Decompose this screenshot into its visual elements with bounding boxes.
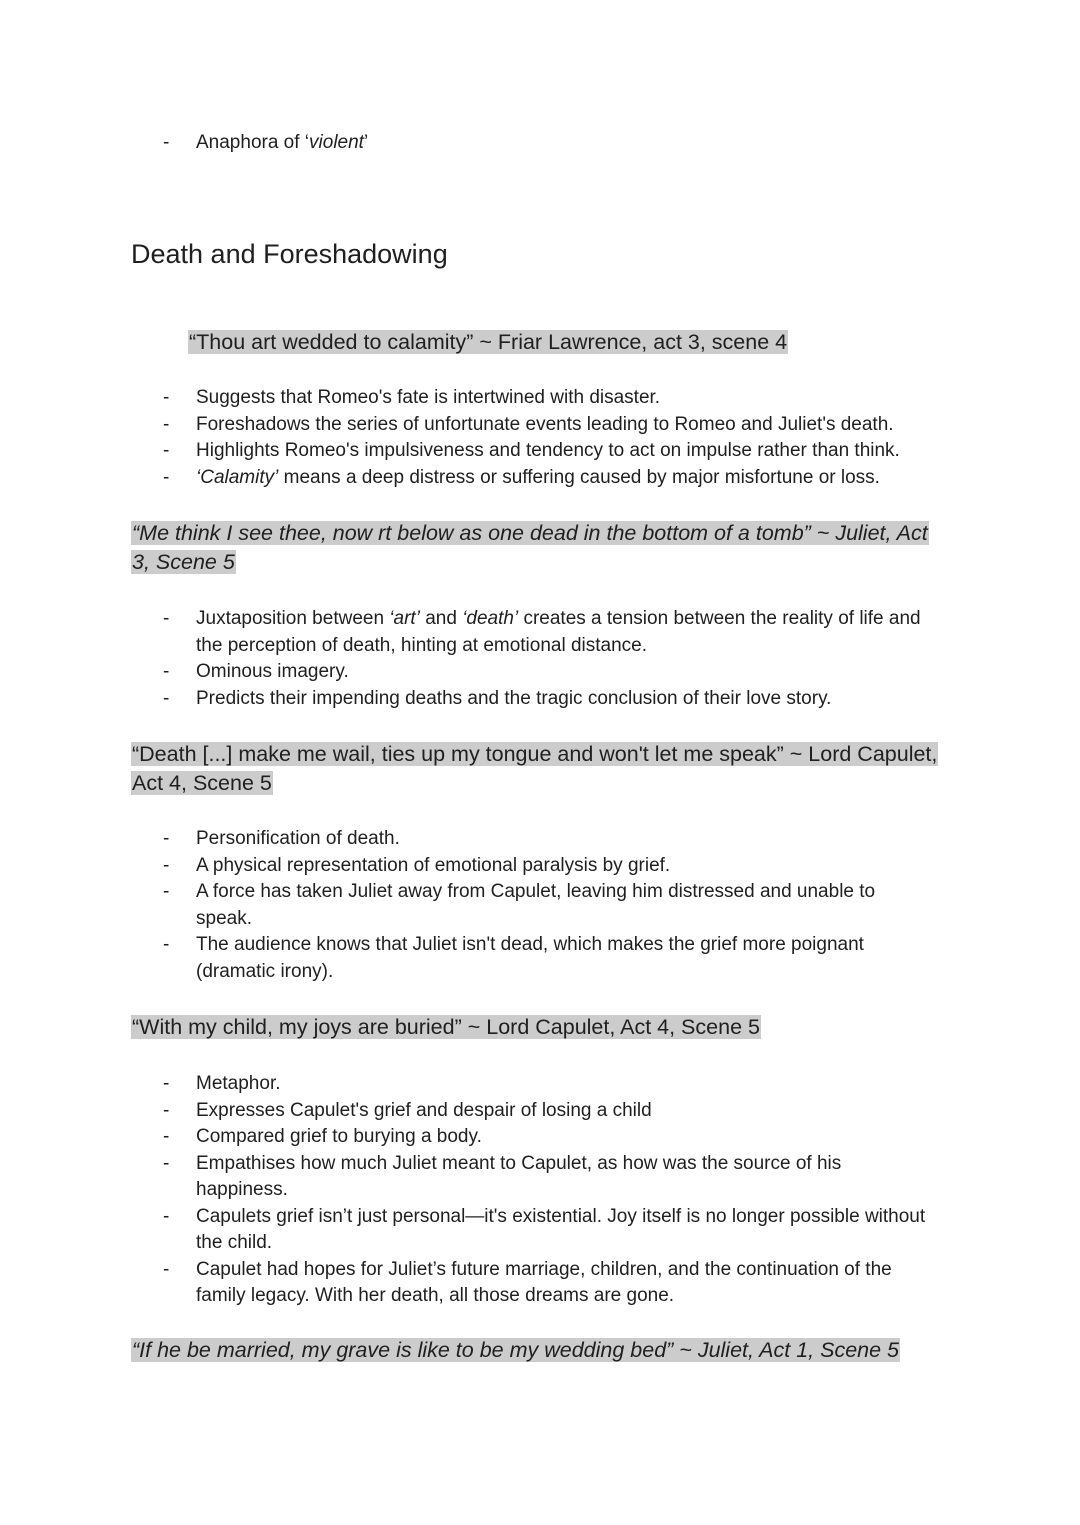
dash-bullet-icon: - (163, 132, 170, 153)
text-run: Compared grief to burying a body. (196, 1126, 482, 1147)
bullet-item (163, 130, 956, 157)
text-run: “Death [...] make me wail, ties up my tongue and won't let me speak” ~ Lord Capulet, Act 4, Scene 5 (132, 742, 938, 795)
bullet-item (163, 879, 926, 932)
dash-bullet-icon: - (163, 413, 170, 435)
text-run: Capulet had hopes for Juliet’s future marriage, children, and the continuation of the family legacy. With her death, all those dreams are gone. (196, 1258, 892, 1306)
dash-bullet-icon: - (163, 854, 170, 876)
italic-text: ‘Calamity’ (196, 466, 279, 488)
dash-bullet-icon: - (163, 1073, 170, 1094)
dash-bullet-icon: - (163, 1099, 170, 1121)
dash-bullet-icon: - (163, 466, 170, 488)
quote-calamity (188, 328, 988, 357)
text-run: Juxtaposition between (196, 608, 390, 629)
italic-text: ‘art’ (389, 608, 420, 629)
italic-text: ‘death’ (462, 608, 519, 629)
text-run: Anaphora of ‘ (196, 132, 310, 153)
quote-wedding-bed (131, 1336, 951, 1365)
bullet-item (163, 438, 956, 465)
dash-bullet-icon: - (163, 1126, 170, 1147)
text-run: Metaphor. (196, 1073, 281, 1094)
bullet-item (163, 686, 936, 713)
bullet-item (163, 932, 926, 985)
bullet-item (163, 659, 936, 686)
dash-bullet-icon: - (163, 1152, 170, 1174)
text-run: Expresses Capulet's grief and despair of losing a child (196, 1099, 652, 1121)
text-run: The audience knows that Juliet isn't dead, which makes the grief more poignant (dramatic irony). (196, 934, 864, 982)
text-run: Suggests that Romeo's fate is intertwined with disaster. (196, 387, 661, 408)
bullet-item (163, 1124, 936, 1151)
text-run: Foreshadows the series of unfortunate events leading to Romeo and Juliet's death. (196, 413, 894, 435)
bullet-item (163, 1071, 936, 1098)
dash-bullet-icon: - (163, 440, 170, 461)
dash-bullet-icon: - (163, 1205, 170, 1227)
text-run: A force has taken Juliet away from Capulet, leaving him distressed and unable to speak. (196, 881, 876, 929)
text-run: creates a tension between the reality of life and the perception of death, hinting at emotional distance. (196, 608, 921, 656)
text-run: Ominous imagery. (196, 661, 349, 682)
dash-bullet-icon: - (163, 387, 170, 408)
dash-bullet-icon: - (163, 661, 170, 682)
text-run: A physical representation of emotional paralysis by grief. (196, 854, 671, 876)
text-run: Personification of death. (196, 828, 400, 849)
bullet-item (163, 385, 956, 412)
text-run: ’ (363, 132, 369, 153)
text-run: Capulets grief isn’t just personal—it's existential. Joy itself is no longer possible without the child. (196, 1205, 926, 1253)
quote-highlight (188, 330, 788, 354)
text-run: “Thou art wedded to calamity” ~ Friar Lawrence, act 3, scene 4 (189, 330, 788, 354)
quote-highlight (131, 1338, 900, 1362)
italic-text: violent (309, 132, 364, 153)
italic-text: “Me think I see thee, now rt below as one dead in the bottom of a tomb” ~ Juliet, Act 3, Scene 5 (132, 521, 928, 574)
text-run: Highlights Romeo's impulsiveness and tendency to act on impulse rather than think. (196, 440, 900, 461)
text-run: “With my child, my joys are buried” ~ Lord Capulet, Act 4, Scene 5 (132, 1015, 760, 1039)
bullet-item (163, 606, 936, 659)
text-run: and (419, 608, 463, 629)
dash-bullet-icon: - (163, 687, 170, 709)
bullet-item (163, 412, 956, 439)
quote-buried (131, 1013, 951, 1042)
bullet-item (163, 1204, 936, 1257)
bullet-item (163, 853, 926, 880)
text-run: means a deep distress or suffering caused by major misfortune or loss. (278, 466, 880, 488)
italic-text: “If he be married, my grave is like to be my wedding bed” ~ Juliet, Act 1, Scene 5 (132, 1338, 899, 1362)
quote-highlight (131, 1015, 761, 1039)
bullet-item (163, 1098, 936, 1125)
bullet-item (163, 1257, 936, 1310)
dash-bullet-icon: - (163, 1258, 170, 1280)
quote-highlight (131, 521, 929, 574)
analysis-list-wail (163, 826, 926, 985)
quote-highlight (131, 742, 938, 795)
dash-bullet-icon: - (163, 828, 170, 849)
bullet-item (163, 465, 956, 492)
dash-bullet-icon: - (163, 934, 170, 955)
analysis-list-tomb (163, 606, 936, 712)
text-run: Predicts their impending deaths and the tragic conclusion of their love story. (196, 687, 832, 709)
top-bullet-list (163, 130, 956, 157)
dash-bullet-icon: - (163, 881, 170, 902)
bullet-item (163, 826, 926, 853)
quote-wail (131, 740, 951, 798)
text-run: Empathises how much Juliet meant to Capulet, as how was the source of his happiness. (196, 1152, 842, 1200)
analysis-list-buried (163, 1071, 936, 1310)
section-heading: Death and Foreshadowing (131, 239, 448, 269)
quote-tomb (131, 519, 946, 577)
bullet-item (163, 1151, 936, 1204)
analysis-list-calamity (163, 385, 956, 491)
dash-bullet-icon: - (163, 608, 170, 629)
